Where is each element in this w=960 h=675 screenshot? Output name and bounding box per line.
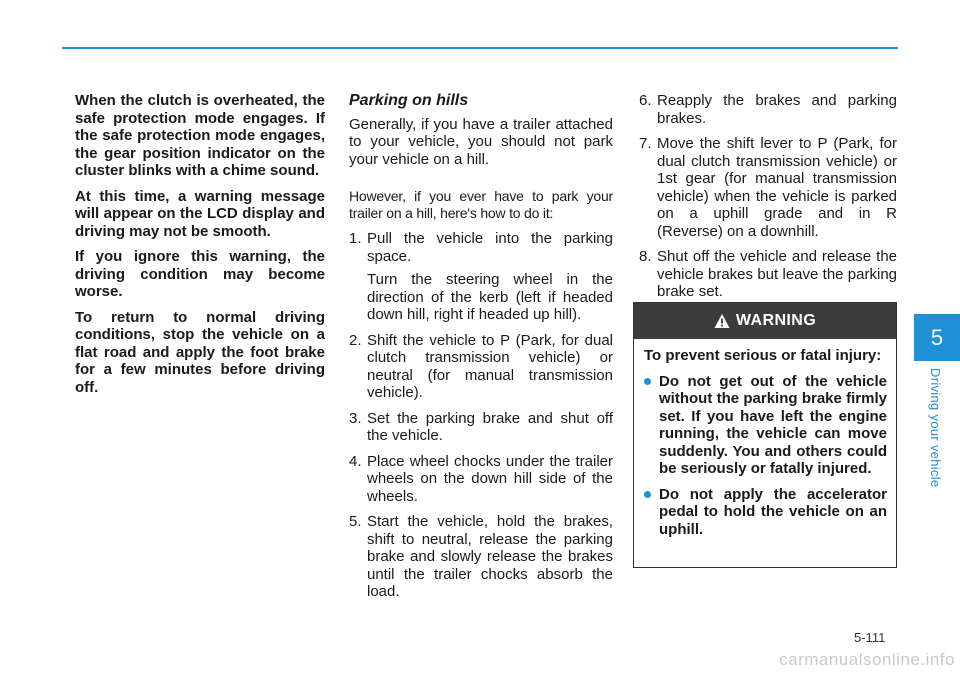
warning-body — [634, 339, 896, 538]
step-item — [639, 135, 897, 240]
step-text: Reapply the brakes and parking brakes. — [657, 92, 897, 127]
step-item — [349, 453, 613, 506]
section-heading: Parking on hills — [349, 92, 469, 109]
page-number: 5-111 — [854, 630, 886, 645]
warning-bullet-text: Do not get out of the vehicle without the parking brake firmly set. If you have left the engine running, the vehicle can move suddenly. You and others could be seriously or fatally injured. — [659, 372, 887, 477]
step-item — [349, 410, 613, 445]
clutch-para-2: At this time, a warning message will appear on the LCD display and driving may not be smooth. — [75, 187, 325, 240]
step-item — [349, 332, 613, 402]
step-item — [349, 230, 613, 324]
clutch-para-3: If you ignore this warning, the driving condition may become worse. — [75, 248, 325, 300]
warning-bullet-item — [644, 373, 887, 478]
intro-paragraph: Generally, if you have a trailer attached to your vehicle, you should not park your vehicle on a hill. — [349, 115, 613, 168]
step-text: Move the shift lever to P (Park, for dual clutch transmission vehicle) or 1st gear (for manual transmission vehicle) when the vehicle is parked on a uphill grade and in R (Reverse) on a downhill. — [657, 135, 897, 240]
clutch-para-1: When the clutch is overheated, the safe protection mode engages. If the safe protection mode engages, the gear position indicator on the cluster blinks with a chime sound. — [75, 92, 325, 179]
warning-box — [633, 302, 897, 568]
step-item — [639, 92, 897, 127]
step-item — [639, 248, 897, 301]
bullet-dot-icon — [644, 491, 651, 498]
step-number: 2. — [349, 331, 362, 349]
step-subtext: Turn the steering wheel in the direction of the kerb (left if headed down hill, right if headed up hill). — [367, 271, 613, 323]
step-text: Set the parking brake and shut off the vehicle. — [367, 409, 613, 444]
step-number: 1. — [349, 230, 362, 247]
warning-bullets — [644, 373, 887, 539]
step-number: 3. — [349, 409, 362, 427]
top-rule — [62, 47, 898, 49]
footer-watermark: carmanualsonline.info — [779, 650, 955, 669]
step-number: 4. — [349, 452, 362, 470]
step-text: Place wheel chocks under the trailer wheels on the down hill side of the wheels. — [367, 452, 613, 505]
warning-title: WARNING — [735, 312, 817, 329]
steps-list-2 — [639, 92, 897, 301]
howto-paragraph: However, if you ever have to park your trailer on a hill, here's how to do it: — [349, 188, 613, 221]
right-column — [639, 92, 897, 309]
clutch-para-4: To return to normal driving conditions, stop the vehicle on a flat road and apply the foot brake for a few minutes before driving off. — [75, 308, 325, 396]
step-number: 5. — [349, 513, 362, 530]
steps-list-1 — [349, 230, 613, 601]
step-item — [349, 513, 613, 601]
chapter-label: Driving your vehicle — [928, 368, 943, 488]
bullet-dot-icon — [644, 378, 651, 385]
warning-triangle-icon — [714, 313, 730, 329]
middle-column — [349, 92, 613, 609]
step-text: Shut off the vehicle and release the vehicle brakes but leave the parking brake set. — [657, 248, 897, 300]
warning-bullet-text: Do not apply the accelerator pedal to hold the vehicle on an uphill. — [659, 485, 887, 538]
warning-header — [634, 303, 896, 339]
step-number: 8. — [639, 248, 652, 265]
step-text: Pull the vehicle into the parking space. — [367, 230, 613, 265]
step-text: Start the vehicle, hold the brakes, shift to neutral, release the parking brake and slowly release the brakes until the trailer chocks absorb the load. — [367, 513, 613, 600]
step-text: Shift the vehicle to P (Park, for dual clutch transmission vehicle) or neutral (for manual transmission vehicle). — [367, 331, 613, 401]
step-number: 6. — [639, 92, 652, 109]
warning-bullet-item — [644, 486, 887, 539]
chapter-tab: 5 — [914, 314, 960, 361]
left-column — [75, 92, 325, 404]
step-number: 7. — [639, 135, 652, 152]
warning-intro: To prevent serious or fatal injury: — [644, 347, 882, 364]
